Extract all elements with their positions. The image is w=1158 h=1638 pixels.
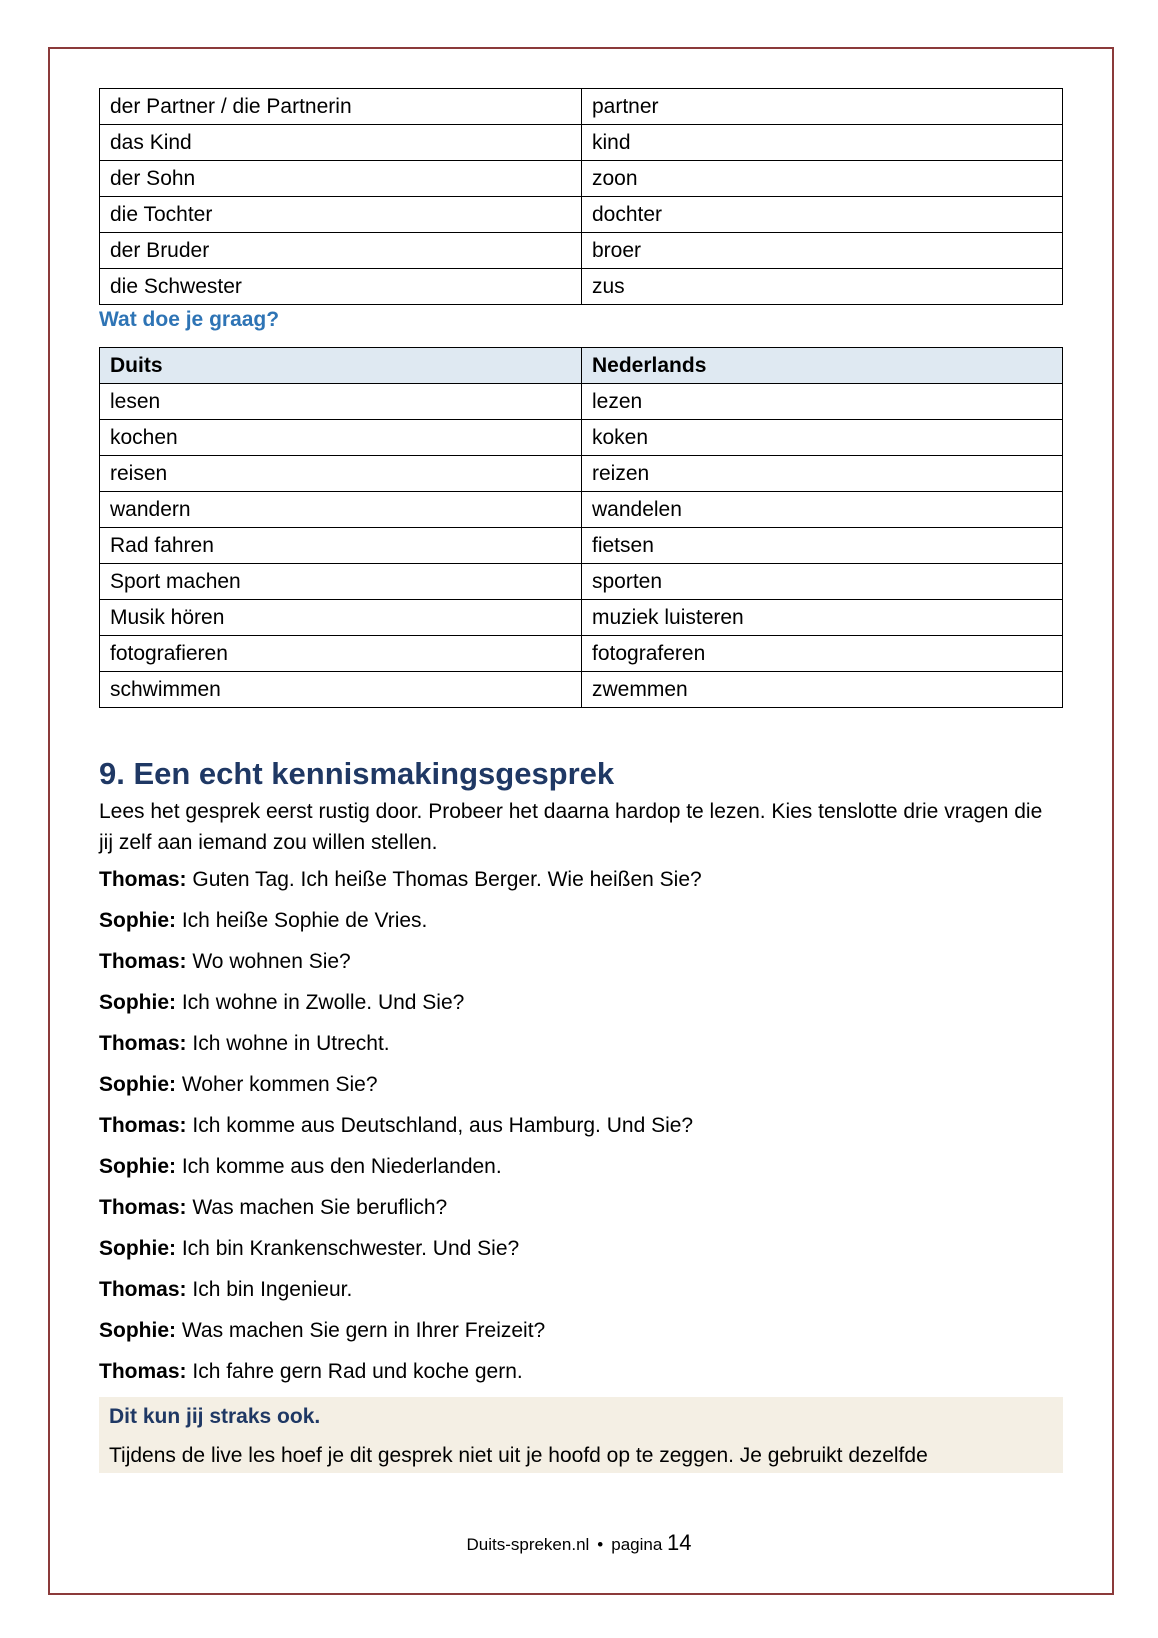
dialog <box>99 864 1063 1387</box>
german-cell: kochen <box>100 420 582 456</box>
dialog-text: Ich komme aus Deutschland, aus Hamburg. Und Sie? <box>192 1114 694 1137</box>
dialog-line <box>99 946 1063 977</box>
german-cell: der Partner / die Partnerin <box>100 89 582 125</box>
tip-text: Tijdens de live les hoef je dit gesprek niet uit je hoofd op te zeggen. Je gebruikt dezelfde <box>109 1444 928 1467</box>
german-cell: fotografieren <box>100 636 582 672</box>
tip-box <box>99 1397 1063 1473</box>
page-number: 14 <box>667 1530 692 1555</box>
dialog-line <box>99 1110 1063 1141</box>
dutch-cell: fotograferen <box>582 636 1063 672</box>
footer-page-label: pagina <box>611 1535 663 1554</box>
dialog-line <box>99 1315 1063 1346</box>
german-cell: wandern <box>100 492 582 528</box>
german-cell: das Kind <box>100 125 582 161</box>
speaker-name: Thomas: <box>99 950 187 973</box>
dialog-text: Woher kommen Sie? <box>181 1073 378 1096</box>
dialog-line <box>99 1274 1063 1305</box>
dutch-cell: lezen <box>582 384 1063 420</box>
german-cell: der Sohn <box>100 161 582 197</box>
dutch-cell: zus <box>582 269 1063 305</box>
tip-title: Dit kun jij straks ook. <box>109 1405 321 1428</box>
dutch-cell: koken <box>582 420 1063 456</box>
german-cell: lesen <box>100 384 582 420</box>
dialog-text: Ich bin Krankenschwester. Und Sie? <box>181 1237 520 1260</box>
dialog-text: Wo wohnen Sie? <box>192 950 351 973</box>
table-row <box>100 564 1063 600</box>
dialog-line <box>99 987 1063 1018</box>
speaker-name: Thomas: <box>99 1114 187 1137</box>
speaker-name: Sophie: <box>99 909 176 932</box>
dialog-text: Ich heiße Sophie de Vries. <box>181 909 428 932</box>
footer-bullet: • <box>597 1535 604 1554</box>
table-row <box>100 125 1063 161</box>
dialog-line <box>99 1233 1063 1264</box>
table-row <box>100 600 1063 636</box>
table-row <box>100 269 1063 305</box>
speaker-name: Thomas: <box>99 1360 187 1383</box>
dutch-cell: dochter <box>582 197 1063 233</box>
table-header-row <box>100 348 1063 384</box>
column-header-german: Duits <box>100 348 582 384</box>
section-intro: Lees het gesprek eerst rustig door. Probeer het daarna hardop te lezen. Kies tenslotte drie vragen die jij zelf aan iemand zou willen stellen. <box>99 800 1043 854</box>
table-row <box>100 528 1063 564</box>
dutch-cell: zoon <box>582 161 1063 197</box>
dutch-cell: reizen <box>582 456 1063 492</box>
table-row <box>100 420 1063 456</box>
german-cell: der Bruder <box>100 233 582 269</box>
dialog-text: Ich fahre gern Rad und koche gern. <box>192 1360 523 1383</box>
german-cell: reisen <box>100 456 582 492</box>
dialog-line <box>99 1192 1063 1223</box>
table-row <box>100 456 1063 492</box>
dialog-line <box>99 1356 1063 1387</box>
dialog-text: Ich wohne in Zwolle. Und Sie? <box>181 991 465 1014</box>
speaker-name: Sophie: <box>99 1319 176 1342</box>
dutch-cell: muziek luisteren <box>582 600 1063 636</box>
table-row <box>100 197 1063 233</box>
dutch-cell: kind <box>582 125 1063 161</box>
table-row <box>100 161 1063 197</box>
dialog-line <box>99 1028 1063 1059</box>
table-row <box>100 233 1063 269</box>
dutch-cell: zwemmen <box>582 672 1063 708</box>
dutch-cell: fietsen <box>582 528 1063 564</box>
speaker-name: Sophie: <box>99 1155 176 1178</box>
dialog-line <box>99 1151 1063 1182</box>
column-header-dutch: Nederlands <box>582 348 1063 384</box>
hobbies-heading: Wat doe je graag? <box>99 308 280 331</box>
table-row <box>100 492 1063 528</box>
table-row <box>100 636 1063 672</box>
speaker-name: Sophie: <box>99 991 176 1014</box>
hobbies-vocab-table <box>99 347 1063 708</box>
dialog-text: Was machen Sie gern in Ihrer Freizeit? <box>181 1319 546 1342</box>
dialog-line <box>99 1069 1063 1100</box>
dialog-line <box>99 905 1063 936</box>
german-cell: Sport machen <box>100 564 582 600</box>
dutch-cell: partner <box>582 89 1063 125</box>
family-vocab-table <box>99 88 1063 305</box>
speaker-name: Thomas: <box>99 1032 187 1055</box>
dialog-text: Ich wohne in Utrecht. <box>192 1032 390 1055</box>
table-row <box>100 672 1063 708</box>
dialog-text: Ich komme aus den Niederlanden. <box>181 1155 502 1178</box>
dialog-text: Ich bin Ingenieur. <box>192 1278 353 1301</box>
speaker-name: Thomas: <box>99 1278 187 1301</box>
dutch-cell: wandelen <box>582 492 1063 528</box>
table-row <box>100 384 1063 420</box>
dialog-line <box>99 864 1063 895</box>
section-title: 9. Een echt kennismakingsgesprek <box>99 756 615 791</box>
page-footer <box>0 1530 1158 1556</box>
table-row <box>100 89 1063 125</box>
speaker-name: Sophie: <box>99 1237 176 1260</box>
footer-site: Duits-spreken.nl <box>466 1535 590 1554</box>
dialog-text: Guten Tag. Ich heiße Thomas Berger. Wie heißen Sie? <box>192 868 702 891</box>
dutch-cell: sporten <box>582 564 1063 600</box>
german-cell: schwimmen <box>100 672 582 708</box>
german-cell: Rad fahren <box>100 528 582 564</box>
german-cell: Musik hören <box>100 600 582 636</box>
german-cell: die Schwester <box>100 269 582 305</box>
speaker-name: Thomas: <box>99 1196 187 1219</box>
speaker-name: Sophie: <box>99 1073 176 1096</box>
dutch-cell: broer <box>582 233 1063 269</box>
page-content <box>99 88 1063 1473</box>
german-cell: die Tochter <box>100 197 582 233</box>
speaker-name: Thomas: <box>99 868 187 891</box>
dialog-text: Was machen Sie beruflich? <box>192 1196 448 1219</box>
